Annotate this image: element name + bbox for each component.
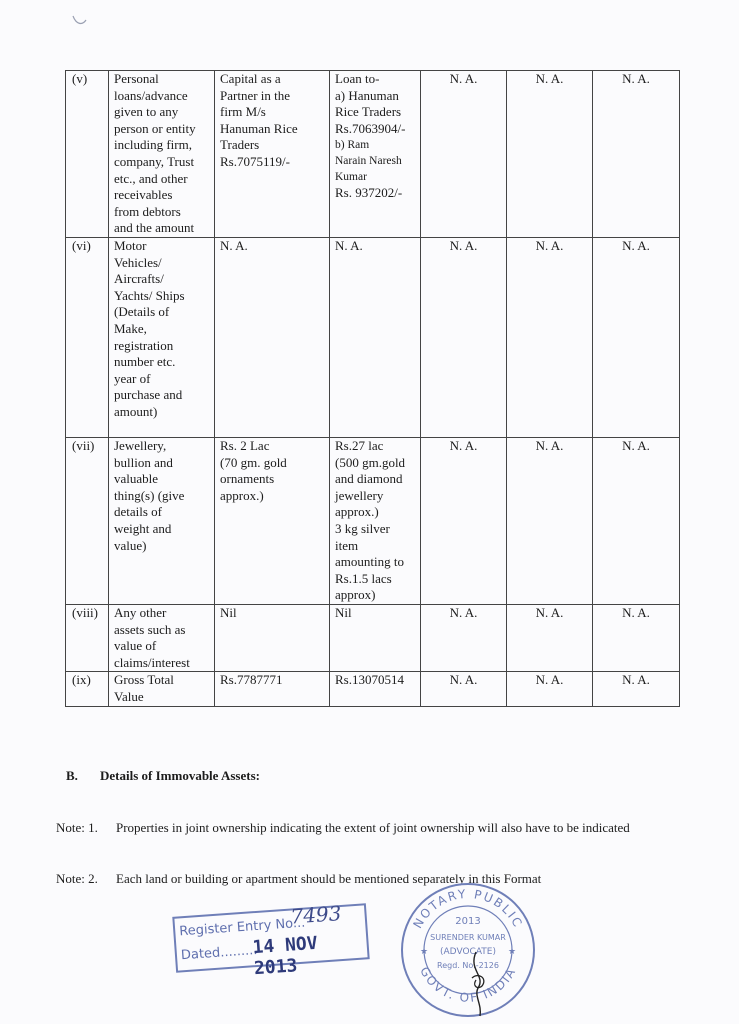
- spouse-value-cell: Rs.27 lac (500 gm.gold and diamond jewellery approx.) 3 kg silver item amounting to Rs.1.5 lacs approx): [330, 438, 421, 605]
- na-cell: N. A.: [593, 672, 680, 706]
- asset-description: Personal loans/advance given to any person or entity including firm, company, Trust etc., and other receivables from debtors and the amount: [109, 71, 215, 238]
- na-cell: N. A.: [421, 238, 507, 438]
- notary-seal: [398, 880, 538, 1020]
- register-entry-stamp: [172, 901, 369, 980]
- spouse-value-cell: [330, 71, 421, 238]
- asset-description: Any other assets such as value of claims/interest: [109, 605, 215, 672]
- seal-year: 2013: [455, 916, 481, 927]
- section-title: Details of Immovable Assets:: [100, 768, 260, 783]
- na-cell: N. A.: [507, 238, 593, 438]
- na-cell: N. A.: [507, 71, 593, 238]
- note-label: Note: 2.: [56, 871, 98, 886]
- signature-loop: [472, 976, 484, 988]
- seal-top-text: NOTARY PUBLIC: [410, 886, 526, 931]
- note-text: Each land or building or apartment should be mentioned separately in this Format: [116, 871, 542, 886]
- asset-description: Motor Vehicles/ Aircrafts/ Yachts/ Ships (Details of Make, registration number etc. year of purchase and amount): [109, 238, 215, 438]
- dated-label: Dated.........: [180, 943, 258, 964]
- seal-star-icon: ★: [420, 946, 429, 956]
- table-row: [66, 438, 680, 605]
- seal-name: SURENDER KUMAR: [430, 933, 506, 942]
- loan-amount: Rs. 937202/-: [335, 185, 403, 201]
- spouse-value-cell: N. A.: [330, 238, 421, 438]
- section-letter: B.: [66, 768, 78, 783]
- loan-list-small: b) Ram Narain Naresh Kumar: [335, 139, 402, 184]
- self-value-cell: Capital as a Partner in the firm M/s Hanuman Rice Traders Rs.7075119/-: [215, 71, 330, 238]
- self-value-cell: Rs. 2 Lac (70 gm. gold ornaments approx.): [215, 438, 330, 605]
- na-cell: N. A.: [507, 605, 593, 672]
- row-number: (vii): [66, 438, 109, 605]
- section-heading: [66, 768, 260, 784]
- self-value-cell: N. A.: [215, 238, 330, 438]
- seal-star-icon: ★: [508, 946, 517, 956]
- stray-ink-mark: [70, 12, 90, 32]
- table-row: [66, 672, 680, 706]
- spouse-value-cell: Rs.13070514: [330, 672, 421, 706]
- na-cell: N. A.: [421, 672, 507, 706]
- na-cell: N. A.: [593, 438, 680, 605]
- table-row: [66, 71, 680, 238]
- row-number: (ix): [66, 672, 109, 706]
- na-cell: N. A.: [593, 605, 680, 672]
- note-text: Properties in joint ownership indicating the extent of joint ownership will also have to be indicated: [116, 820, 630, 835]
- na-cell: N. A.: [593, 238, 680, 438]
- note-label: Note: 1.: [56, 820, 98, 835]
- table-row: [66, 238, 680, 438]
- row-number: (v): [66, 71, 109, 238]
- na-cell: N. A.: [507, 438, 593, 605]
- na-cell: N. A.: [421, 438, 507, 605]
- row-number: (vi): [66, 238, 109, 438]
- entry-label: Register Entry No...: [178, 915, 306, 940]
- na-cell: N. A.: [421, 605, 507, 672]
- asset-description: Gross Total Value: [109, 672, 215, 706]
- na-cell: N. A.: [421, 71, 507, 238]
- na-cell: N. A.: [593, 71, 680, 238]
- loan-list: Loan to- a) Hanuman Rice Traders Rs.7063904/-: [335, 71, 406, 136]
- seal-role: (ADVOCATE): [440, 947, 496, 957]
- stamp-date: 14 NOV 2013: [251, 932, 319, 980]
- table-row: [66, 605, 680, 672]
- spouse-value-cell: Nil: [330, 605, 421, 672]
- seal-regd: Regd. No.-2126: [437, 961, 499, 970]
- self-value-cell: Nil: [215, 605, 330, 672]
- seal-bottom-text: GOVT. OF INDIA: [417, 964, 519, 1005]
- movable-assets-table: [65, 70, 680, 707]
- self-value-cell: Rs.7787771: [215, 672, 330, 706]
- asset-description: Jewellery, bullion and valuable thing(s) (give details of weight and value): [109, 438, 215, 605]
- na-cell: N. A.: [507, 672, 593, 706]
- entry-number: 7493: [289, 901, 343, 929]
- row-number: (viii): [66, 605, 109, 672]
